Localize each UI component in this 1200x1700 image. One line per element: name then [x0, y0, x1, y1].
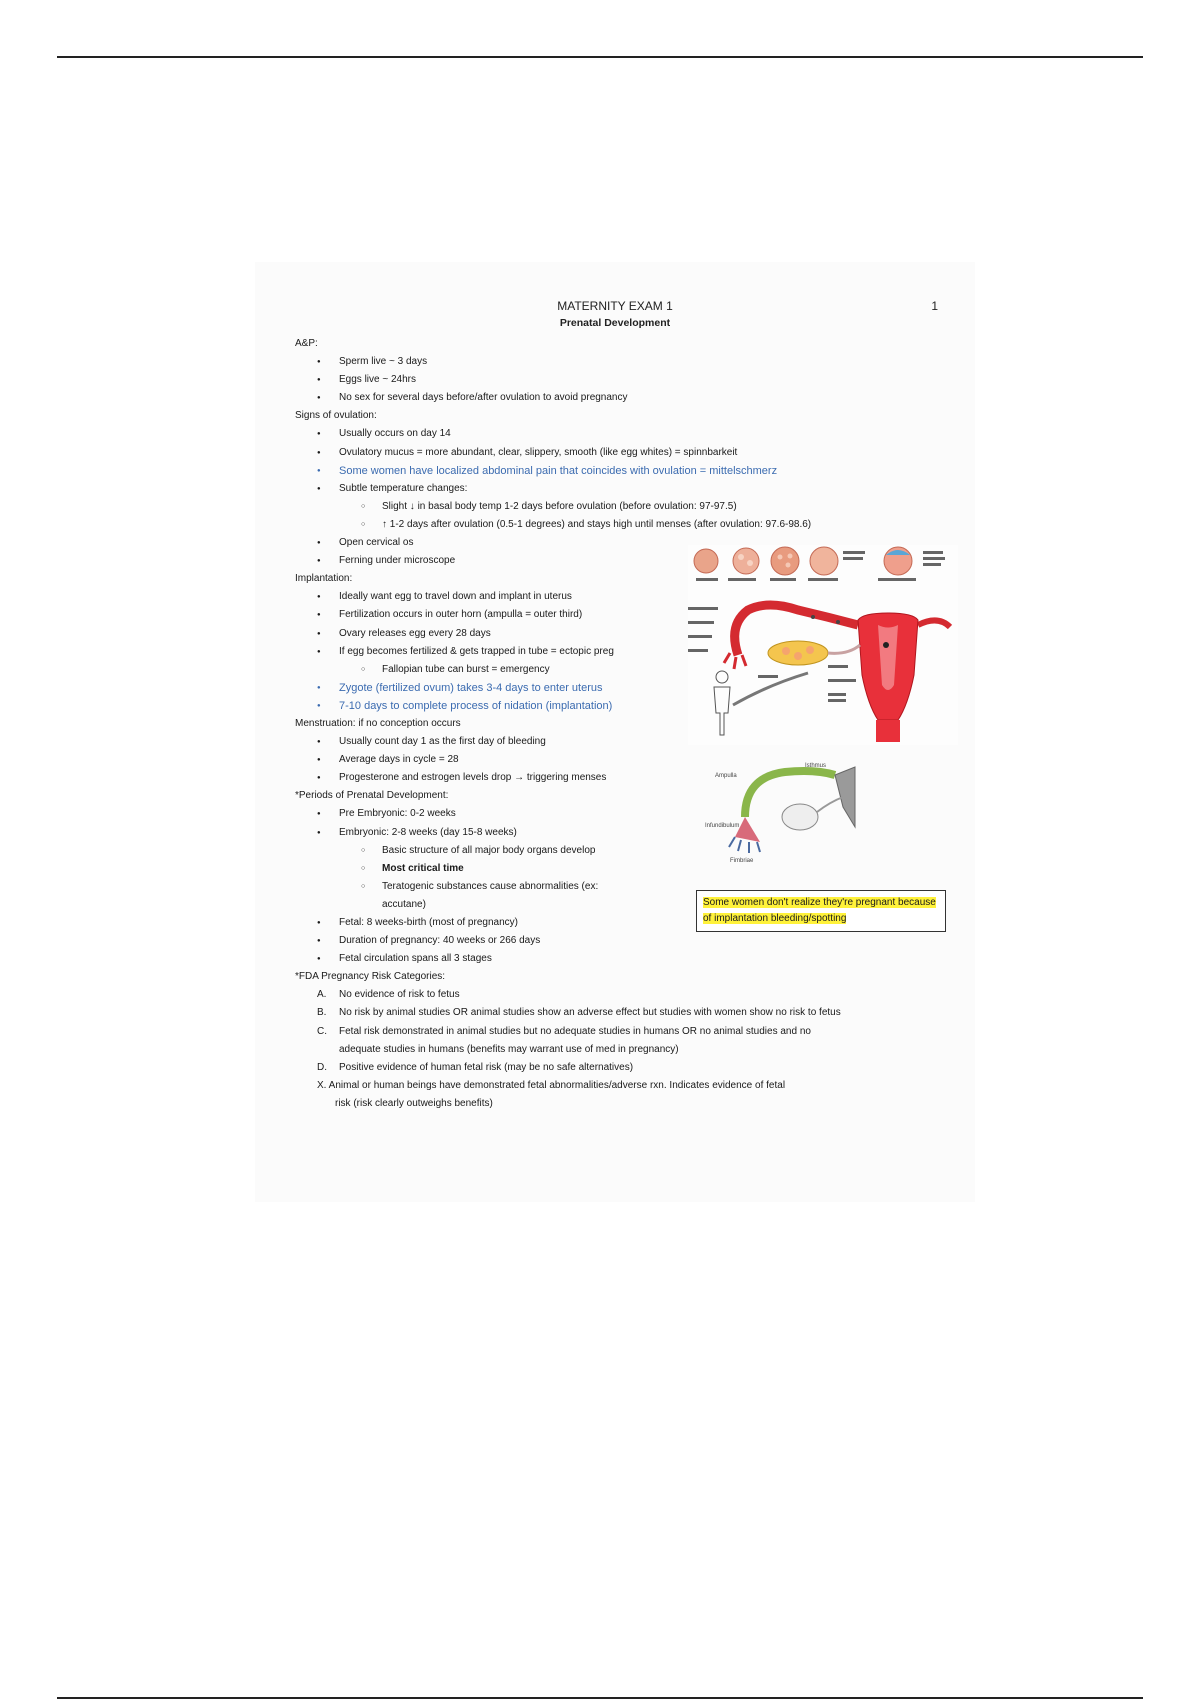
category-text: Positive evidence of human fetal risk (may be no safe alternatives)	[339, 1061, 634, 1073]
sub-list-item: ○ Fallopian tube can burst = emergency	[295, 661, 945, 679]
fallopian-tube-diagram	[705, 757, 875, 872]
section-heading-ovulation: Signs of ovulation:	[295, 410, 377, 422]
list-item-highlighted: ● Zygote (fertilized ovum) takes 3-4 days to enter uterus	[295, 679, 945, 697]
sub-list-item-continuation: accutane)	[382, 898, 426, 910]
fallopian-tube-illustration	[705, 757, 875, 872]
list-item: ● Fertilization occurs in outer horn (ampulla = outer third)	[295, 606, 945, 624]
list-item: ● Sperm live ~ 3 days	[295, 353, 945, 371]
bottom-rule	[57, 1697, 1143, 1699]
list-item: ● Open cervical os	[295, 534, 945, 552]
sub-list-item: ○ ↑ 1-2 days after ovulation (0.5-1 degrees) and stays high until menses (after ovulation: 97.6-98.6)	[295, 516, 945, 534]
fda-category-b	[295, 1004, 945, 1022]
category-text: No evidence of risk to fetus	[339, 989, 460, 1001]
page-number: 1	[931, 299, 938, 313]
list-item: ● No sex for several days before/after ovulation to avoid pregnancy	[295, 389, 945, 407]
section-heading-periods: *Periods of Prenatal Development:	[295, 790, 449, 802]
list-item-highlighted: ● 7-10 days to complete process of nidation (implantation)	[295, 697, 945, 715]
list-item: ● Eggs live ~ 24hrs	[295, 371, 945, 389]
section-heading-implantation: Implantation:	[295, 573, 353, 585]
note-callout-box	[696, 890, 946, 932]
list-item: ● Fetal circulation spans all 3 stages	[295, 950, 945, 968]
page-title: MATERNITY EXAM 1	[557, 299, 673, 313]
fda-category-x: X. Animal or human beings have demonstrated fetal abnormalities/adverse rxn. Indicates evidence of fetal	[317, 1079, 786, 1091]
list-item: ● Duration of pregnancy: 40 weeks or 266 days	[295, 932, 945, 950]
list-item: ● Usually count day 1 as the first day of bleeding	[295, 733, 945, 751]
category-letter: D.	[317, 1061, 327, 1073]
sub-list-item: ○ Most critical time	[295, 860, 945, 878]
list-item: ● Progesterone and estrogen levels drop → triggering menses	[295, 769, 945, 787]
list-item: ● Average days in cycle = 28	[295, 751, 945, 769]
category-letter: A.	[317, 989, 327, 1001]
highlighted-note: Some women don't realize they're pregnant because of implantation bleeding/spotting	[703, 897, 936, 924]
list-item: ● Ferning under microscope	[295, 552, 945, 570]
sub-list-item: ○ Basic structure of all major body organs develop	[295, 842, 945, 860]
category-text: adequate studies in humans (benefits may warrant use of med in pregnancy)	[339, 1043, 679, 1055]
list-item: ● Ovulatory mucus = more abundant, clear, slippery, smooth (like egg whites) = spinnbarkeit	[295, 444, 945, 462]
section-heading-menstruation: Menstruation: if no conception occurs	[295, 717, 461, 729]
section-heading-fda: *FDA Pregnancy Risk Categories:	[295, 971, 446, 983]
document-page	[255, 262, 975, 1202]
label-ampulla: Ampulla	[715, 773, 737, 779]
fda-category-c-continuation	[295, 1041, 945, 1059]
list-item-highlighted: ● Some women have localized abdominal pain that coincides with ovulation = mittelschmerz	[295, 462, 945, 480]
list-item: ● Embryonic: 2-8 weeks (day 15-8 weeks)	[295, 824, 945, 842]
list-item: ● Subtle temperature changes:	[295, 480, 945, 498]
label-fimbriae: Fimbriae	[730, 858, 754, 864]
reproductive-tract-illustration	[688, 545, 958, 745]
category-letter: B.	[317, 1007, 327, 1019]
category-text: No risk by animal studies OR animal studies show an adverse effect but studies with women show no risk to fetus	[339, 1007, 841, 1019]
list-item: ● Ideally want egg to travel down and implant in uterus	[295, 588, 945, 606]
list-item: ● If egg becomes fertilized & gets trapped in tube = ectopic preg	[295, 643, 945, 661]
label-infundibulum: Infundibulum	[705, 823, 740, 829]
category-letter: C.	[317, 1025, 327, 1037]
reproductive-tract-diagram	[688, 545, 958, 745]
sub-list-item: ○ Teratogenic substances cause abnormalities (ex:	[295, 878, 945, 896]
fda-category-d	[295, 1059, 945, 1077]
section-heading-ap: A&P:	[295, 338, 318, 349]
fda-category-a	[295, 986, 945, 1004]
list-item: ● Usually occurs on day 14	[295, 425, 945, 443]
list-item: ● Ovary releases egg every 28 days	[295, 625, 945, 643]
fda-category-x-continuation: risk (risk clearly outweighs benefits)	[335, 1097, 493, 1109]
category-text: Fetal risk demonstrated in animal studies but no adequate studies in humans OR no animal studies and no	[339, 1025, 811, 1037]
sub-list-item: ○ Slight ↓ in basal body temp 1-2 days before ovulation (before ovulation: 97-97.5)	[295, 498, 945, 516]
top-rule	[57, 56, 1143, 58]
label-isthmus: Isthmus	[805, 763, 827, 769]
list-item: ● Pre Embryonic: 0-2 weeks	[295, 805, 945, 823]
fda-category-c	[295, 1023, 945, 1041]
page-subtitle: Prenatal Development	[559, 317, 671, 329]
list-item: ● Fetal: 8 weeks-birth (most of pregnancy)	[295, 914, 945, 932]
